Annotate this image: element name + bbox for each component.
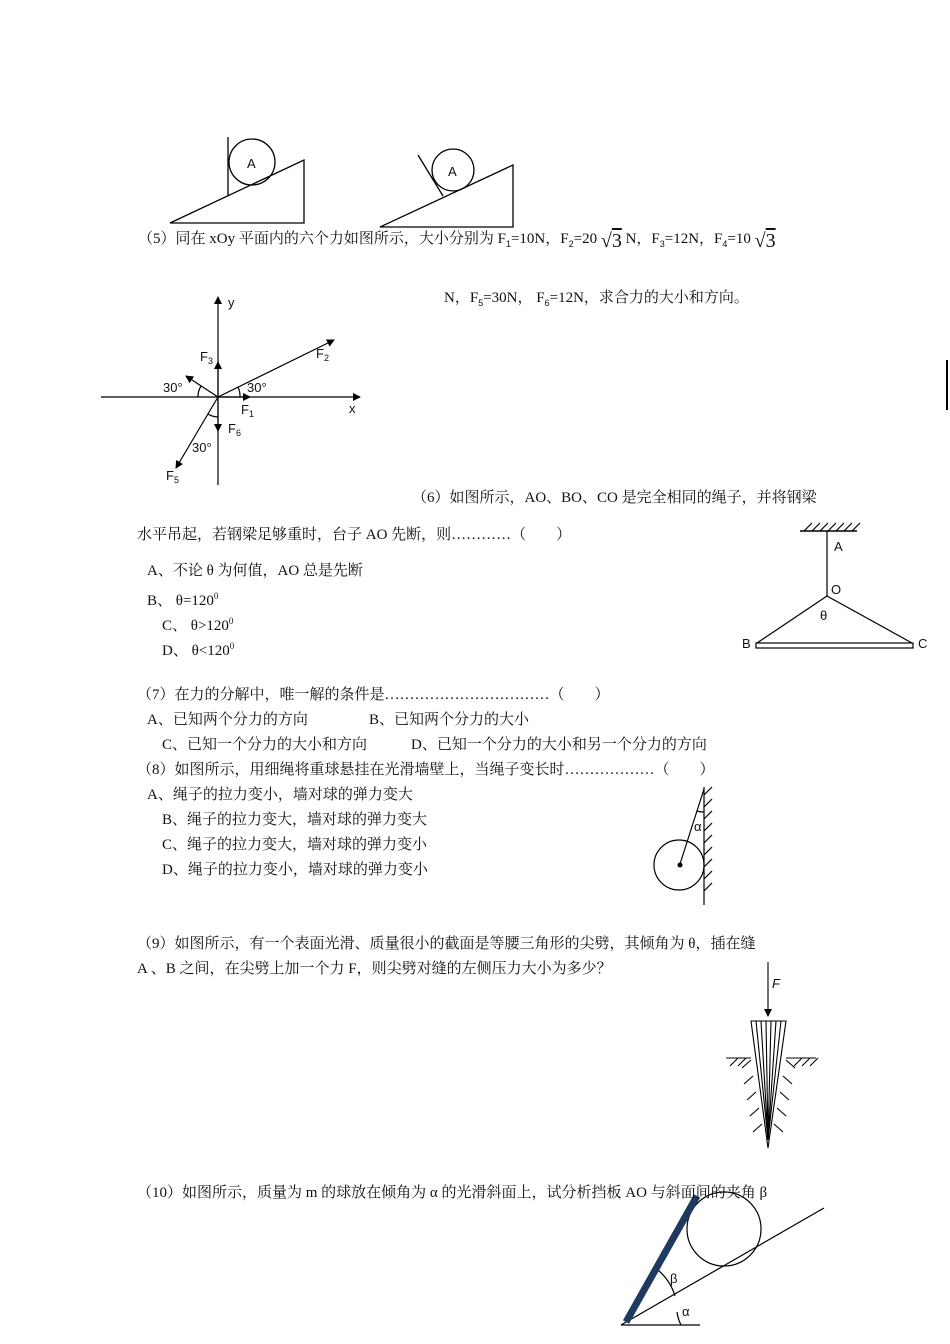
wedge-force-label: F: [772, 976, 780, 991]
incline-label-alpha: α: [682, 1304, 690, 1319]
force-diagram: [101, 297, 360, 485]
q6-option-b: B、 $\theta=120^0$: [147, 591, 219, 609]
q7-option-a: A、已知两个分力的方向: [147, 712, 308, 728]
q5-line2: N，$F_5=30N$， $F_6=12N$，求合力的大小和方向。: [444, 290, 749, 308]
sqrt-symbol: √3: [754, 230, 776, 252]
force-f5-label: $F_5$: [166, 468, 179, 485]
beam-label-b: B: [742, 636, 751, 651]
q10-line1: （10）如图所示，质量为 m 的球放在倾角为 α 的光滑斜面上，试分析挡板 AO 与斜面间的夹角 β: [137, 1185, 768, 1201]
angle-label-lower: 30°: [192, 440, 212, 455]
q9-line1: （9）如图所示，有一个表面光滑、质量很小的截面是等腰三角形的尖劈，其倾角为 θ，插在缝: [137, 936, 756, 952]
incline-board-figure: [621, 1192, 824, 1325]
q8-option-b: B、绳子的拉力变大，墙对球的弹力变大: [162, 812, 428, 828]
ball-label-right: A: [448, 164, 457, 179]
q6-option-d: D、 $\theta<120^0$: [162, 641, 235, 659]
q7-option-d: D、已知一个分力的大小和另一个分力的方向: [411, 737, 707, 753]
q8-option-a: A、绳子的拉力变小，墙对球的弹力变大: [147, 787, 413, 803]
force-f6-label: $F_6$: [228, 421, 241, 438]
page-edge-marker: [946, 360, 948, 410]
beam-label-theta: θ: [820, 608, 828, 623]
beam-label-o: O: [831, 582, 842, 597]
q7-option-c: C、已知一个分力的大小和方向: [162, 737, 368, 753]
q7-stem: （7）在力的分解中，唯一解的条件是……………………………（ ）: [137, 687, 610, 703]
axis-y-label: y: [228, 295, 235, 310]
wall-angle-label: α: [694, 819, 702, 834]
sqrt-symbol: √3: [600, 230, 622, 252]
q6-line1: （6）如图所示，AO、BO、CO 是完全相同的绳子，并将钢梁: [412, 490, 817, 506]
q8-option-d: D、绳子的拉力变小，墙对球的弹力变小: [162, 862, 428, 878]
q5-line1: （5）同在 xOy 平面内的六个力如图所示，大小分别为 $F_1=10N$，$F_2=20$ √3 N，$F_3=12N$，$F_4=10$ √3: [138, 230, 776, 252]
axis-x-label: x: [349, 401, 356, 416]
beam-label-c: C: [918, 636, 928, 651]
incline-figure-right: [380, 149, 513, 227]
force-f1-label: $F_1$: [241, 402, 254, 419]
incline-figure-left: [170, 137, 304, 223]
incline-label-beta: β: [670, 1271, 678, 1286]
wall-ball-figure: [654, 787, 712, 905]
beam-label-a: A: [834, 539, 843, 554]
q7-option-b: B、已知两个分力的大小: [369, 712, 530, 728]
q8-stem: （8）如图所示，用细绳将重球悬挂在光滑墙壁上，当绳子变长时………………（ ）: [137, 762, 715, 778]
ball-label-left: A: [247, 156, 256, 171]
angle-label-upper-right: 30°: [247, 380, 267, 395]
q9-line2: A 、B 之间，在尖劈上加一个力 F，则尖劈对缝的左侧压力大小为多少？: [137, 961, 612, 977]
q6-option-a: A、不论 θ 为何值，AO 总是先断: [147, 563, 363, 579]
angle-label-upper-left: 30°: [163, 380, 183, 395]
q6-option-c: C、 $\theta>120^0$: [162, 616, 234, 634]
q6-line2: 水平吊起，若钢梁足够重时，台子 AO 先断，则…………（ ）: [137, 527, 572, 543]
force-f3-label: $F_3$: [200, 349, 213, 366]
force-f2-label: $F_2$: [316, 346, 329, 363]
q8-option-c: C、绳子的拉力变大，墙对球的弹力变小: [162, 837, 428, 853]
